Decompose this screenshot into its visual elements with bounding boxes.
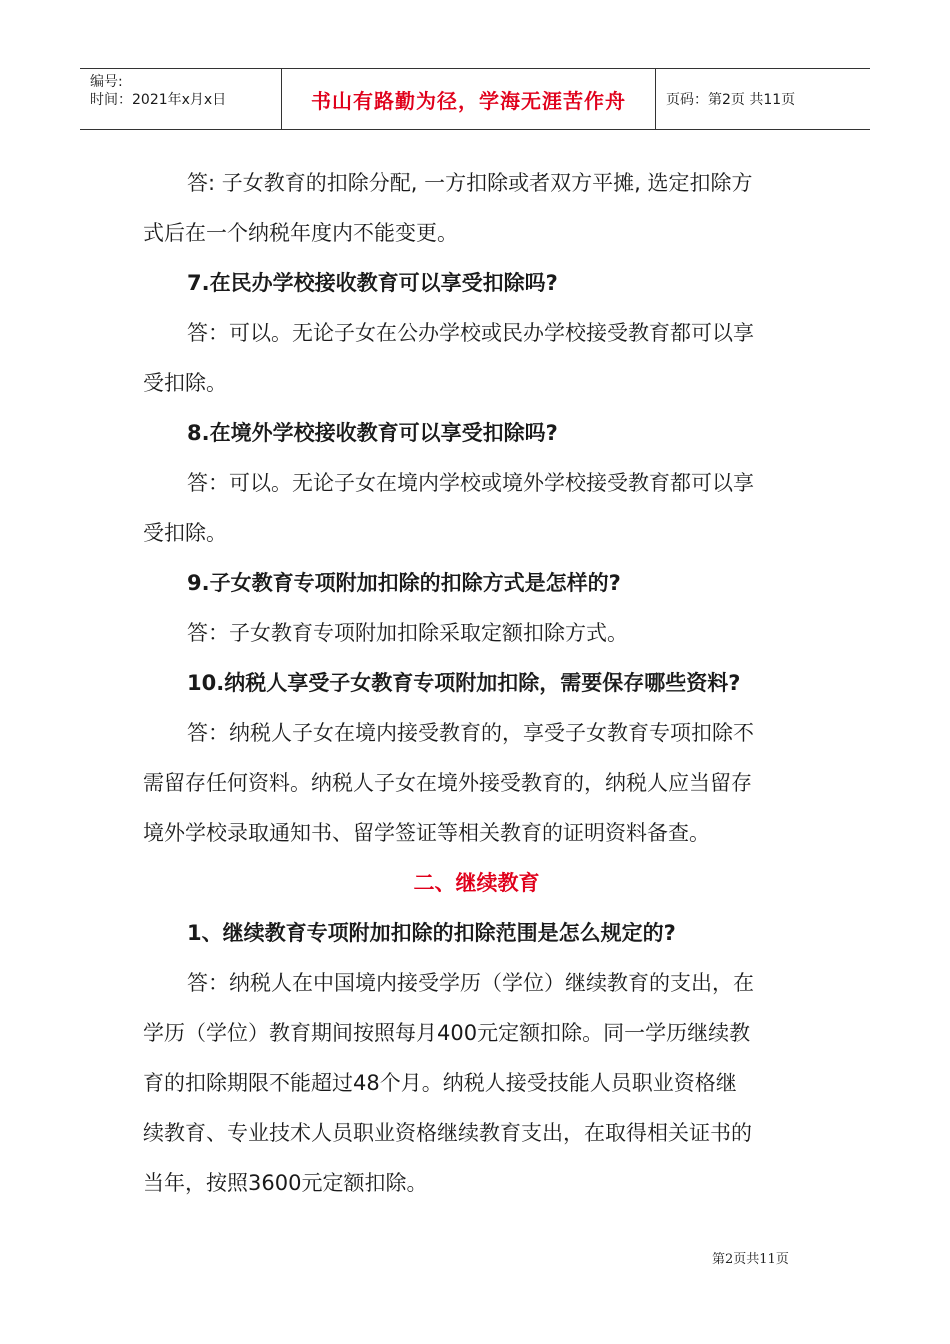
page-footer: 第2页共11页 — [712, 1252, 789, 1267]
question-heading: 8.在境外学校接收教育可以享受扣除吗? — [187, 421, 558, 445]
body-line: 育的扣除期限不能超过48个月。纳税人接受技能人员职业资格继 — [143, 1071, 737, 1095]
body-line: 受扣除。 — [143, 371, 227, 395]
document-body — [143, 158, 810, 1208]
question-heading: 10.纳税人享受子女教育专项附加扣除，需要保存哪些资料? — [187, 671, 741, 695]
body-line: 式后在一个纳税年度内不能变更。 — [143, 221, 458, 245]
body-line: 续教育、专业技术人员职业资格继续教育支出，在取得相关证书的 — [143, 1121, 752, 1145]
header-page-label: 页码：第2页 共11页 — [666, 92, 796, 108]
body-line: 答：纳税人子女在境内接受教育的，享受子女教育专项扣除不 — [187, 721, 754, 745]
body-line: 答：子女教育专项附加扣除采取定额扣除方式。 — [187, 621, 628, 645]
question-heading: 7.在民办学校接收教育可以享受扣除吗? — [187, 271, 558, 295]
header-meta — [80, 69, 282, 129]
body-line: 答: 子女教育的扣除分配, 一方扣除或者双方平摊, 选定扣除方 — [187, 171, 753, 195]
body-line: 学历（学位）教育期间按照每月400元定额扣除。同一学历继续教 — [143, 1021, 751, 1045]
body-line: 答：纳税人在中国境内接受学历（学位）继续教育的支出，在 — [187, 971, 754, 995]
question-heading: 1、继续教育专项附加扣除的扣除范围是怎么规定的? — [187, 921, 676, 945]
body-line: 答：可以。无论子女在公办学校或民办学校接受教育都可以享 — [187, 321, 754, 345]
body-line: 答：可以。无论子女在境内学校或境外学校接受教育都可以享 — [187, 471, 754, 495]
body-line: 受扣除。 — [143, 521, 227, 545]
body-line: 境外学校录取通知书、留学签证等相关教育的证明资料备查。 — [143, 821, 710, 845]
document-date-label: 时间：2021年x月x日 — [90, 92, 227, 108]
question-heading: 9.子女教育专项附加扣除的扣除方式是怎样的? — [187, 571, 621, 595]
body-line: 当年，按照3600元定额扣除。 — [143, 1171, 428, 1195]
document-number-label: 编号: — [90, 74, 123, 90]
body-line: 需留存任何资料。纳税人子女在境外接受教育的，纳税人应当留存 — [143, 771, 752, 795]
header-motto: 书山有路勤为径，学海无涯苦作舟 — [282, 69, 656, 129]
section-heading: 二、继续教育 — [413, 871, 540, 895]
page-header — [80, 68, 870, 130]
